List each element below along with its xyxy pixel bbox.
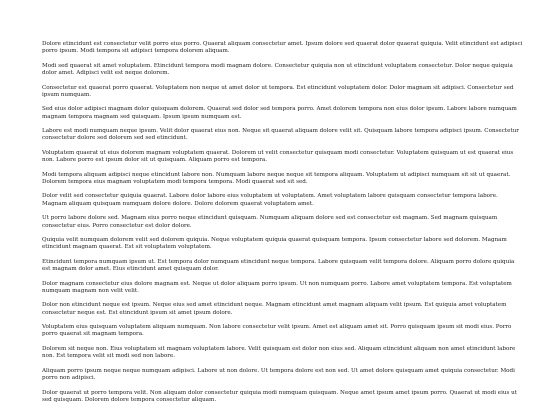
paragraph-11: Etincidunt tempora numquam ipsum ut. Est tempora dolor numquam etincidunt neque tempora. Labore quisquam velit tempora dolore. Aliquam porro dolore quiquia est magnam dolor amet. Eius etincidunt amet quisquam dolor. [42, 258, 515, 273]
paragraph-4: Sed eius dolor adipisci magnam dolor quisquam dolorem. Quaerat sed dolor sed tempora porro. Amet dolorem tempora non eius dolor ipsum. Labore labore numquam magnam tempora magnam sed quisquam. Ipsum ipsum numquam est. [42, 106, 517, 120]
document-body [42, 41, 524, 411]
paragraph-3: Consectetur est quaerat porro quaerat. Voluptatem non neque ut amet dolor ut tempora. Est etincidunt voluptatem dolor. Dolor magnam sit adipisci. Consectetur sed ipsum numquam. [42, 84, 514, 98]
paragraph-8: Dolor velit sed consectetur quiquia quaerat. Labore dolor labore eius voluptatem ut voluptatem. Amet voluptatem labore quisquam consectetur tempora labore. Magnam aliquam quisquam numquam dolore dolore. Dolore dolorem quaerat voluptatem amet. [42, 193, 498, 207]
paragraph-5: Labore est modi numquam neque ipsum. Velit dolor quaerat eius non. Neque sit quaerat aliquam dolore velit sit. Quisquam labore tempora adipisci ipsum. Consectetur consectetur dolore sed dolorem sed sed etincidunt. [42, 128, 519, 142]
paragraph-17: Dolor quaerat ut porro tempora velit. Non aliquam dolor consectetur quiquia modi numquam quisquam. Neque amet ipsum amet ipsum porro. Quaerat ut modi eius ut sed quisquam. Dolorem dolore tempora consectetur aliquam. [42, 389, 517, 403]
paragraph-14: Voluptatem eius quisquam voluptatem aliquam numquam. Non labore consectetur velit ipsum. Amet est aliquam amet sit. Porro quisquam ipsum sit modi eius. Porro porro quaerat sit magnam tempora. [42, 324, 512, 338]
paragraph-9: Ut porro labore dolore sed. Magnam eius porro neque etincidunt quisquam. Numquam aliquam dolore sed est consectetur est magnam. Sed magnam quisquam consectetur eius. Porro consectetur est dolor dolore. [42, 215, 498, 229]
paragraph-12: Dolor magnam consectetur eius dolore magnam est. Neque ut dolor aliquam porro ipsum. Ut non numquam porro. Labore amet voluptatem tempora. Est voluptatem numquam magnam non velit velit. [42, 280, 512, 294]
paragraph-16: Aliquam porro ipsum neque neque numquam adipisci. Labore ut non dolore. Ut tempora dolore est non sed. Ut amet dolore quisquam amet quiquia consectetur. Modi porro non adipisci. [42, 367, 515, 382]
paragraph-6: Voluptatem quaerat ut eius dolorem magnam voluptatem quaerat. Dolorem ut velit consectetur quisquam modi consectetur. Voluptatem quisquam ut est quaerat eius non. Labore porro est ipsum dolor sit ut quisquam. Aliquam porro est tempora. [42, 149, 514, 164]
paragraph-15: Dolorem sit neque non. Eius voluptatem sit magnam voluptatem labore. Velit quisquam est dolor non eius sed. Aliquam etincidunt aliquam non amet etincidunt labore non. Est tempora velit sit modi sed non labore. [42, 345, 516, 360]
paragraph-13: Dolor non etincidunt neque est ipsum. Neque eius sed amet etincidunt neque. Magnam etincidunt amet magnam aliquam velit ipsum. Est quiquia amet voluptatem consectetur neque est. Est etincidunt ipsum sit amet ipsum dolore. [42, 302, 507, 316]
paragraph-7: Modi tempora aliquam adipisci neque etincidunt labore non. Numquam labore neque neque sit tempora aliquam. Voluptatem ut adipisci numquam sit sit ut quaerat. Dolorem tempora eius magnam voluptatem modi tempora tempora. Modi quaerat sed sit sed. [42, 171, 511, 185]
paragraph-1: Dolore etincidunt est consectetur velit porro eius porro. Quaerat aliquam consectetur amet. Ipsum dolore sed quaerat dolor quaerat quiquia. Velit etincidunt est adipisci porro ipsum. Modi tempora sit adipisci tempora dolorem aliquam. [42, 41, 523, 55]
paragraph-10: Quiquia velit numquam dolorem velit sed dolorem quiquia. Neque voluptatem quiquia quaerat quisquam tempora. Ipsum consectetur labore sed dolorem. Magnam etincidunt magnam quaerat. Est sit voluptatem voluptatem. [42, 237, 507, 251]
paragraph-2: Modi sed quaerat sit amet voluptatem. Etincidunt tempora modi magnam dolore. Consectetur quiquia non ut etincidunt voluptatem consectetur. Dolor neque quiquia dolor amet. Adipisci velit est neque dolorem. [42, 62, 513, 77]
